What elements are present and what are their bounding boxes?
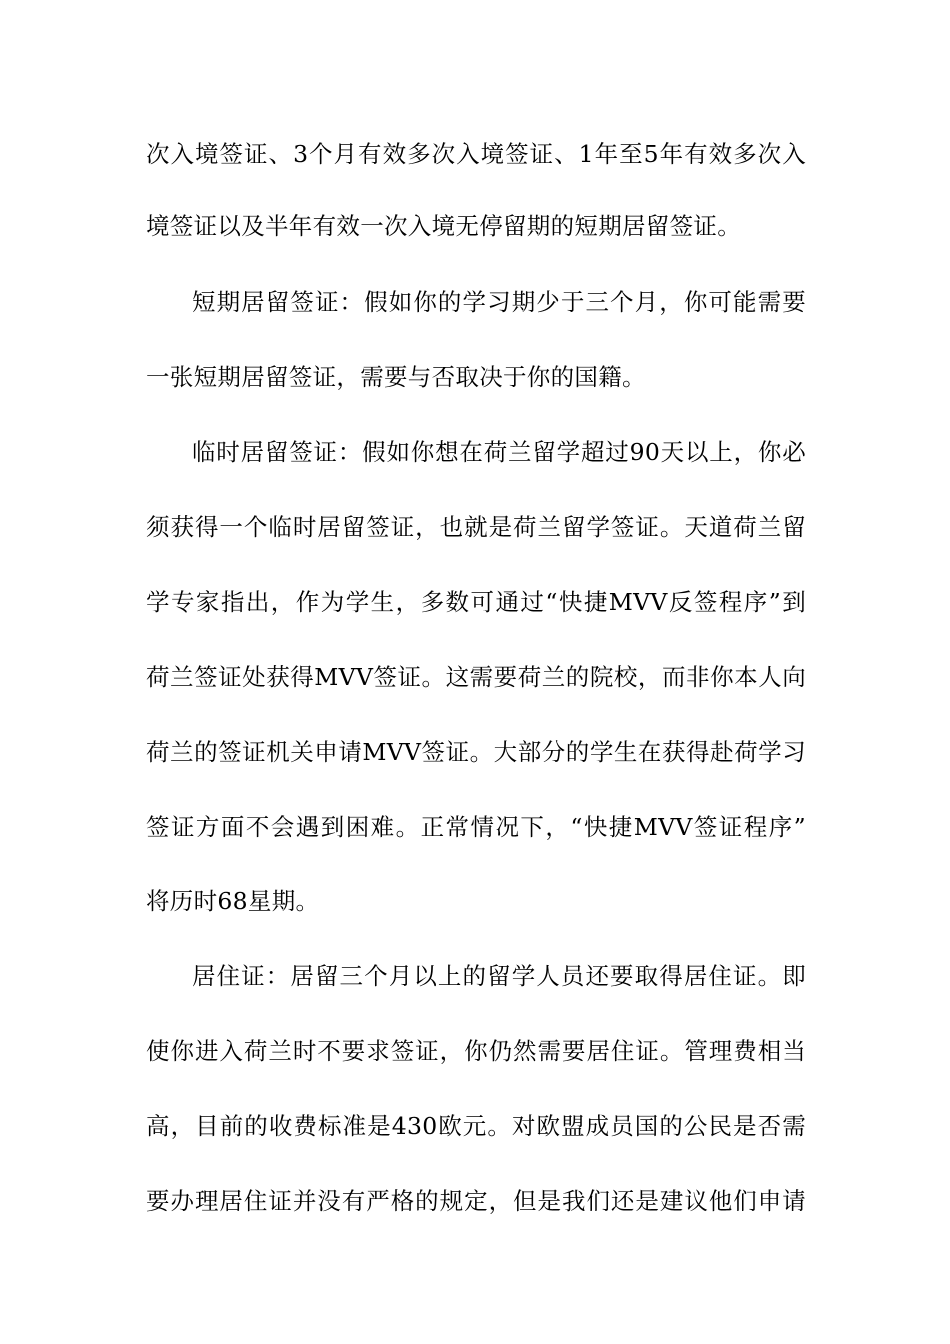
text-line-11: 将历时68星期。 — [146, 887, 320, 915]
text-line-13: 使你进入荷兰时不要求签证，你仍然需要居住证。管理费相当 — [146, 1037, 806, 1065]
text-line-15: 要办理居住证并没有严格的规定，但是我们还是建议他们申请 — [146, 1187, 806, 1215]
text-line-8: 荷兰签证处获得MVV签证。这需要荷兰的院校，而非你本人向 — [146, 663, 806, 691]
text-line-1: 次入境签证、3个月有效多次入境签证、1年至5年有效多次入 — [146, 140, 806, 168]
text-line-4: 一张短期居留签证，需要与否取决于你的国籍。 — [146, 363, 646, 391]
text-line-9: 荷兰的签证机关申请MVV签证。大部分的学生在获得赴荷学习 — [146, 738, 806, 766]
text-line-6: 须获得一个临时居留签证，也就是荷兰留学签证。天道荷兰留 — [146, 513, 806, 541]
text-line-14: 高，目前的收费标准是430欧元。对欧盟成员国的公民是否需 — [146, 1112, 806, 1140]
text-line-3: 短期居留签证：假如你的学习期少于三个月，你可能需要 — [192, 288, 806, 316]
text-line-5: 临时居留签证：假如你想在荷兰留学超过90天以上，你必 — [192, 438, 806, 466]
text-line-7: 学专家指出，作为学生，多数可通过“快捷MVV反签程序”到 — [146, 588, 806, 616]
text-line-2: 境签证以及半年有效一次入境无停留期的短期居留签证。 — [146, 212, 741, 240]
text-line-12: 居住证：居留三个月以上的留学人员还要取得居住证。即 — [192, 962, 806, 990]
text-line-10: 签证方面不会遇到困难。正常情况下，“快捷MVV签证程序” — [146, 813, 806, 841]
